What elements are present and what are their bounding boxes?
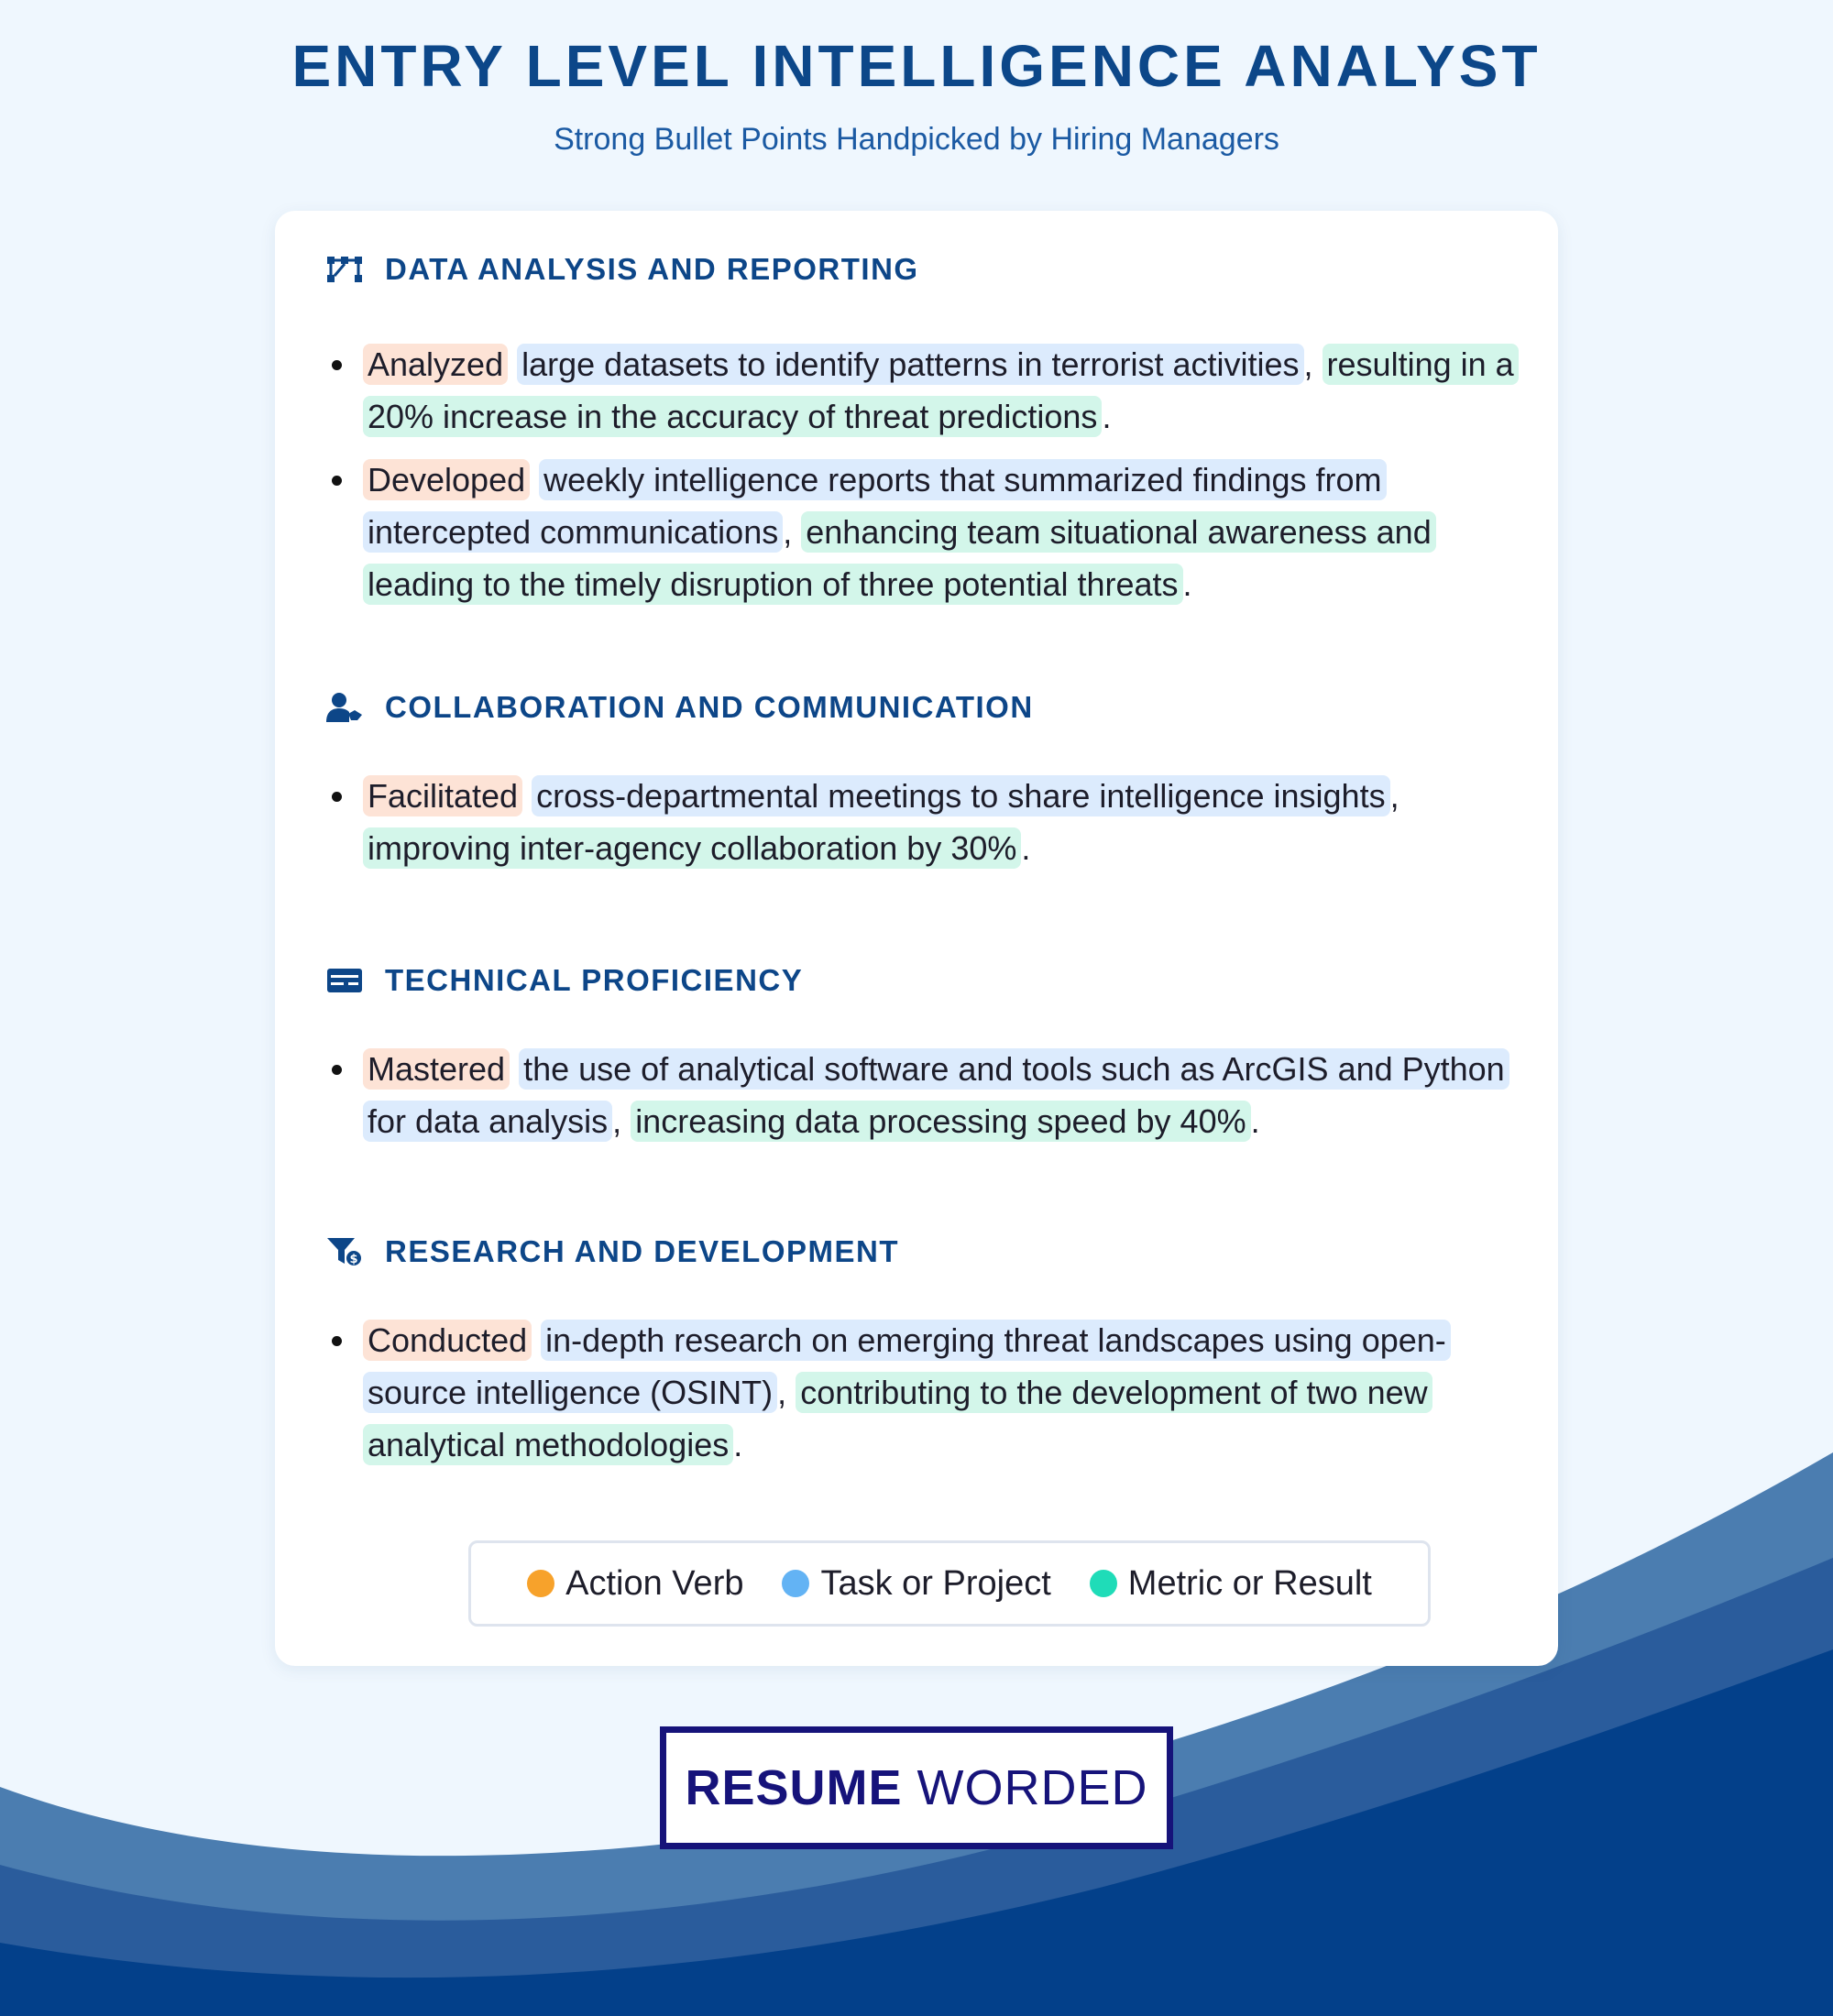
legend-label: Action Verb — [565, 1563, 744, 1603]
page-header — [0, 27, 1833, 158]
bullet-item — [332, 1043, 1532, 1147]
logo-strong-text: RESUME — [685, 1760, 903, 1815]
resume-worded-logo[interactable] — [660, 1726, 1173, 1849]
section-title: COLLABORATION AND COMMUNICATION — [385, 690, 1034, 724]
task-phrase: the use of analytical software and tools such as ArcGIS and Python for data analysis — [363, 1048, 1509, 1142]
section-title: DATA ANALYSIS AND REPORTING — [385, 252, 919, 286]
section-title: TECHNICAL PROFICIENCY — [385, 963, 804, 997]
task-phrase: in-depth research on emerging threat landscapes using open-source intelligence (OSINT) — [363, 1320, 1451, 1413]
section-header — [326, 1233, 899, 1270]
terminator: . — [733, 1426, 743, 1463]
highlight-legend — [468, 1540, 1431, 1627]
task-phrase: cross-departmental meetings to share intelligence insights — [532, 775, 1389, 816]
bullet-list — [332, 770, 1532, 885]
bullet-points-card — [275, 211, 1558, 1666]
bullet-item — [332, 454, 1532, 610]
separator: , — [612, 1102, 622, 1140]
metric-phrase: increasing data processing speed by 40% — [631, 1101, 1250, 1142]
page-title: ENTRY LEVEL INTELLIGENCE ANALYST — [291, 33, 1542, 99]
metric-phrase: improving inter-agency collaboration by 30% — [363, 827, 1021, 869]
bullet-list — [332, 1314, 1532, 1482]
blue-dot-icon — [782, 1570, 809, 1597]
bullet-item — [332, 770, 1532, 874]
terminator: . — [1102, 398, 1112, 435]
separator: , — [783, 513, 793, 551]
action-verb: Conducted — [363, 1320, 532, 1361]
user-handshake-icon — [326, 689, 367, 726]
metric-phrase: enhancing team situational awareness and leading to the timely disruption of three potential threats — [363, 511, 1436, 605]
task-phrase: large datasets to identify patterns in terrorist activities — [517, 344, 1303, 385]
separator: , — [777, 1374, 787, 1411]
metric-phrase: resulting in a 20% increase in the accuracy of threat predictions — [363, 344, 1519, 437]
action-verb: Mastered — [363, 1048, 510, 1090]
action-verb: Developed — [363, 459, 530, 500]
bullet-item — [332, 338, 1532, 443]
teal-dot-icon — [1090, 1570, 1117, 1597]
section-header — [326, 689, 1034, 726]
legend-item-action-verb — [527, 1564, 743, 1604]
metric-phrase: contributing to the development of two new analytical methodologies — [363, 1372, 1432, 1465]
network-nodes-icon — [326, 251, 367, 288]
section-header — [326, 251, 919, 288]
legend-item-task — [782, 1564, 1050, 1604]
legend-label: Metric or Result — [1127, 1563, 1372, 1603]
bullet-item — [332, 1314, 1532, 1471]
separator: , — [1389, 777, 1399, 815]
task-phrase: weekly intelligence reports that summarized findings from intercepted communications — [363, 459, 1387, 553]
action-verb: Facilitated — [363, 775, 522, 816]
legend-label: Task or Project — [820, 1563, 1051, 1603]
bullet-list — [332, 1043, 1532, 1158]
id-card-icon — [326, 962, 367, 999]
terminator: . — [1182, 565, 1192, 603]
legend-item-metric — [1090, 1564, 1372, 1604]
section-header — [326, 962, 803, 999]
svg-text:$: $ — [349, 1253, 358, 1266]
logo-light-text: WORDED — [916, 1760, 1148, 1815]
section-title: RESEARCH AND DEVELOPMENT — [385, 1234, 899, 1268]
terminator: . — [1021, 829, 1031, 867]
page-subtitle: Strong Bullet Points Handpicked by Hiring Managers — [554, 122, 1279, 157]
action-verb: Analyzed — [363, 344, 508, 385]
terminator: . — [1250, 1102, 1260, 1140]
funnel-dollar-icon — [326, 1233, 367, 1270]
separator: , — [1303, 345, 1313, 383]
orange-dot-icon — [527, 1570, 554, 1597]
bullet-list — [332, 338, 1532, 621]
